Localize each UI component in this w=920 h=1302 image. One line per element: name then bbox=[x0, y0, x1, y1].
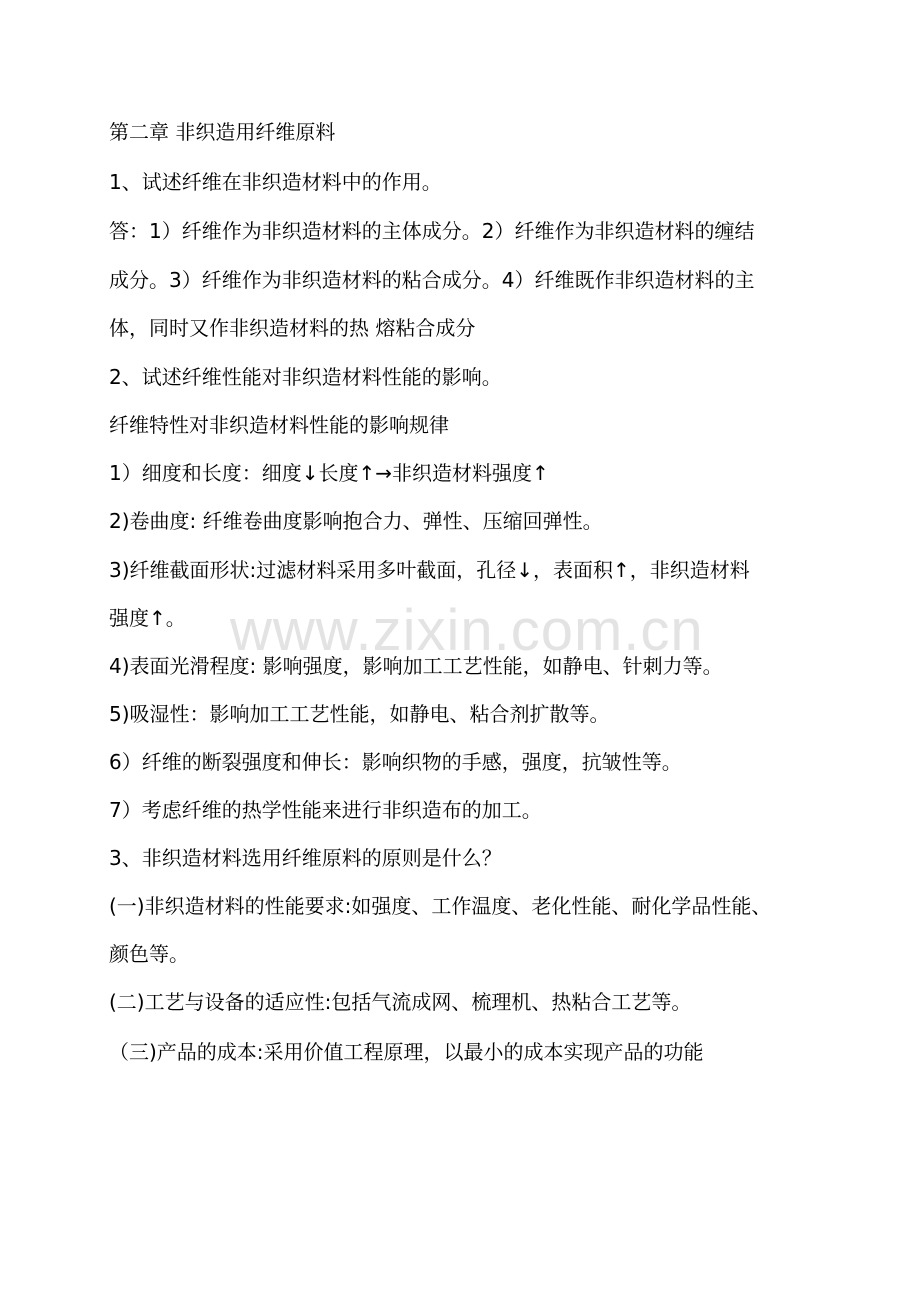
answer-2-item-5: 5)吸湿性：影响加工工艺性能，如静电、粘合剂扩散等。 bbox=[109, 702, 610, 726]
site-watermark: www.zixin.com.cn bbox=[230, 598, 704, 663]
answer-2-item-6: 6）纤维的断裂强度和伸长：影响织物的手感，强度，抗皱性等。 bbox=[109, 750, 682, 774]
question-2: 2、试述纤维性能对非织造材料性能的影响。 bbox=[109, 365, 502, 389]
answer-3-item-1-line-1: (一)非织造材料的性能要求:如强度、工作温度、老化性能、耐化学品性能、 bbox=[109, 894, 772, 918]
chapter-title: 第二章 非织造用纤维原料 bbox=[109, 120, 336, 144]
answer-3-item-2: (二)工艺与设备的适应性:包括气流成网、梳理机、热粘合工艺等。 bbox=[109, 990, 692, 1014]
answer-3-item-3: （三)产品的成本:采用价值工程原理，以最小的成本实现产品的功能 bbox=[109, 1040, 704, 1064]
answer-3-item-1-line-2: 颜色等。 bbox=[109, 942, 189, 966]
answer-2-item-1: 1）细度和长度：细度↓长度↑→非织造材料强度↑ bbox=[109, 461, 549, 485]
answer-2-heading: 纤维特性对非织造材料性能的影响规律 bbox=[109, 413, 449, 437]
answer-2-item-2: 2)卷曲度: 纤维卷曲度影响抱合力、弹性、压缩回弹性。 bbox=[109, 509, 603, 533]
answer-1-line-1: 答：1）纤维作为非织造材料的主体成分。2）纤维作为非织造材料的缠结 bbox=[109, 219, 755, 243]
answer-1-line-2: 成分。3）纤维作为非织造材料的粘合成分。4）纤维既作非织造材料的主 bbox=[109, 268, 755, 292]
answer-1-line-3: 体，同时又作非织造材料的热 熔粘合成分 bbox=[109, 316, 476, 340]
answer-2-item-3-line-1: 3)纤维截面形状:过滤材料采用多叶截面，孔径↓，表面积↑，非织造材料 bbox=[109, 558, 750, 582]
answer-2-item-7: 7）考虑纤维的热学性能来进行非织造布的加工。 bbox=[109, 798, 542, 822]
question-3: 3、非织造材料选用纤维原料的原则是什么？ bbox=[109, 846, 502, 870]
answer-2-item-4: 4)表面光滑程度: 影响强度，影响加工工艺性能，如静电、针刺力等。 bbox=[109, 654, 723, 678]
question-1: 1、试述纤维在非织造材料中的作用。 bbox=[109, 170, 442, 194]
answer-2-item-3-line-2: 强度↑。 bbox=[109, 606, 186, 630]
